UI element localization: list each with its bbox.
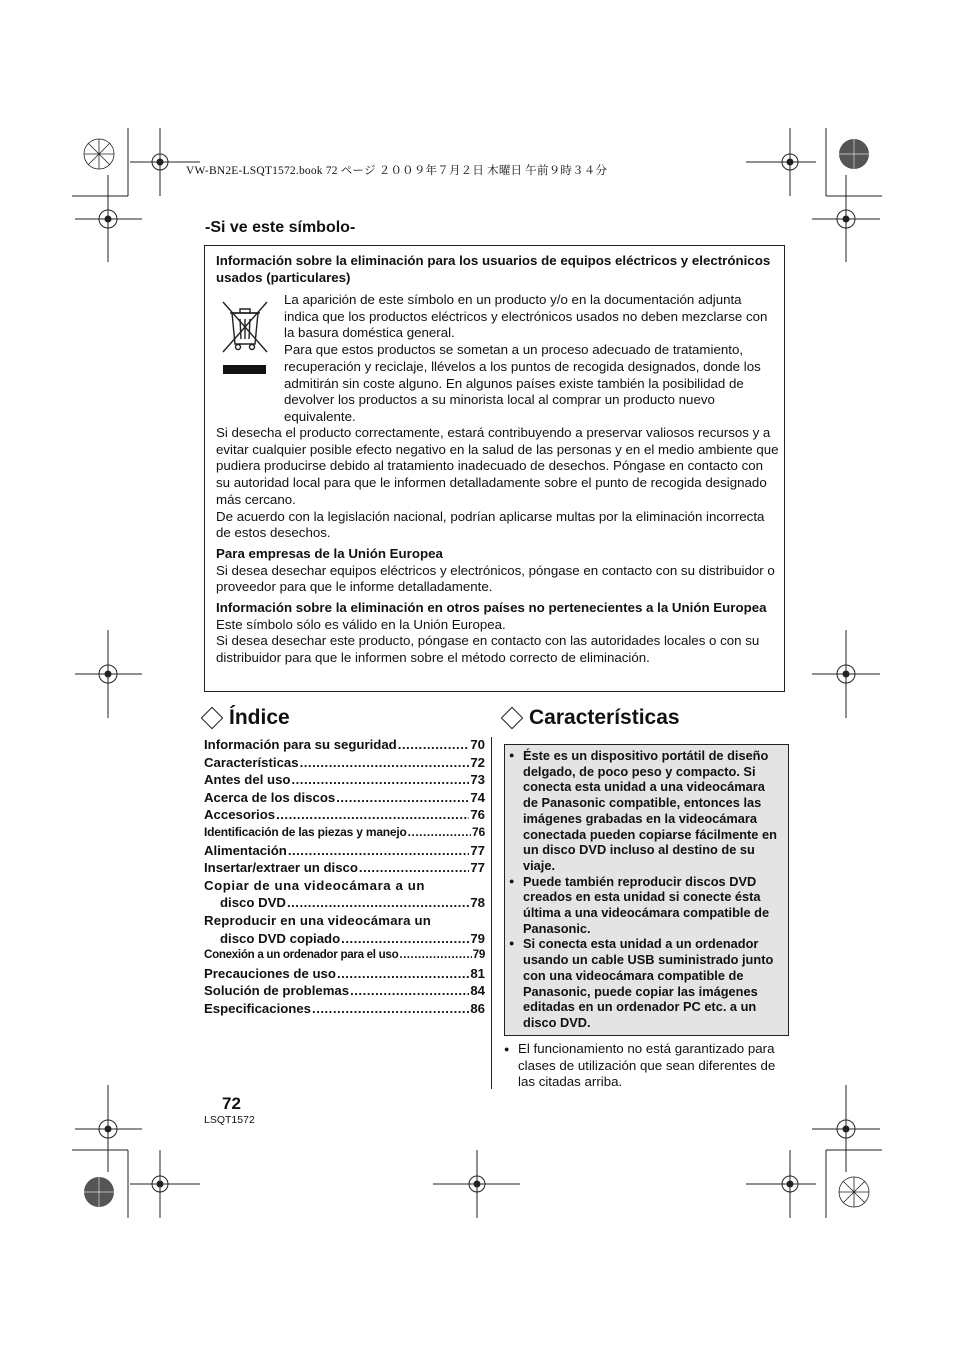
toc-entry[interactable]: Insertar/extraer un disco ..... 77 <box>204 860 485 878</box>
notice-paragraph: La aparición de este símbolo en un producto y/o en la documentación adjunta indica que los productos eléctricos y electrónicos usados no deben mezclarse con la basura doméstica general. <box>284 292 768 341</box>
toc-entry[interactable]: Características ..... 72 <box>204 755 485 773</box>
features-title: Características <box>529 706 680 729</box>
toc-entry[interactable]: Conexión a un ordenador para el uso ..... 79 <box>204 948 485 966</box>
document-code: LSQT1572 <box>204 1114 255 1126</box>
crossed-out-wheelie-bin-icon <box>221 300 269 375</box>
diamond-icon <box>501 707 524 730</box>
print-header: VW-BN2E-LSQT1572.book 72 ページ ２００９年７月２日 木曜日 午前９時３４分 <box>186 165 608 177</box>
toc-entry[interactable]: Especificaciones ..... 86 <box>204 1001 485 1019</box>
bullet-icon: ● <box>504 1044 510 1054</box>
toc-entry[interactable]: Copiar de una videocámara a un disco DVD ..... 78 <box>204 878 485 913</box>
feature-item: ● Éste es un dispositivo portátil de diseño delgado, de poco peso y compacto. Si conecta esta unidad a una videocámara de Panasonic compatible, entonces las imágenes grabadas en la videocámara conectada pueden copiarse fácilmente en un disco DVD incluso al destino de su viaje. <box>509 748 782 874</box>
toc-entry[interactable]: Accesorios ..... 76 <box>204 807 485 825</box>
feature-item: ● Si conecta esta unidad a un ordenador usando un cable USB suministrado junto con una videocámara compatible de Panasonic, puede copiar las imágenes editadas en un ordenador PC etc. a un disco DVD. <box>509 936 782 1030</box>
column-divider <box>491 737 492 1089</box>
notice-paragraph: De acuerdo con la legislación nacional, podrían aplicarse multas por la eliminación incorrecta de estos desechos. <box>216 508 765 541</box>
toc-entry[interactable]: Precauciones de uso ..... 81 <box>204 966 485 984</box>
non-eu-text: Este símbolo sólo es válido en la Unión Europea. <box>216 616 506 632</box>
feature-item: ● Puede también reproducir discos DVD creados en esta unidad si conecte ésta última a una videocámara compatible de Panasonic. <box>509 874 782 937</box>
toc-entry[interactable]: Antes del uso ..... 73 <box>204 772 485 790</box>
features-box <box>504 744 789 1036</box>
disposal-notice-box <box>204 245 785 692</box>
toc-entry[interactable]: Acerca de los discos ..... 74 <box>204 790 485 808</box>
toc-entry[interactable]: Identificación de las piezas y manejo ..... 76 <box>204 825 485 843</box>
eu-business-heading: Para empresas de la Unión Europea <box>216 545 443 561</box>
page-number: 72 <box>222 1094 241 1113</box>
toc-entry[interactable]: Reproducir en una videocámara un disco DVD copiado ..... 79 <box>204 913 485 948</box>
non-eu-text: Si desea desechar este producto, póngase en contacto con las autoridades locales o con su distribuidor para que le informen sobre el método correcto de eliminación. <box>216 633 760 666</box>
table-of-contents <box>204 737 485 1019</box>
index-heading <box>200 706 290 730</box>
toc-entry[interactable]: Información para su seguridad ..... 70 <box>204 737 485 755</box>
index-title: Índice <box>229 706 290 729</box>
toc-entry[interactable]: Alimentación ..... 77 <box>204 843 485 861</box>
symbol-section-heading: -Si ve este símbolo- <box>205 219 356 236</box>
notice-paragraph: Si desecha el producto correctamente, estará contribuyendo a preservar valiosos recursos y a evitar cualquier posible efecto negativo en la salud de las personas y en el medio ambiente que pudiera producirse debido al tratamiento inadecuado de desechos. Póngase en contacto con su autoridad local para que le informen detalladamente sobre el punto de recogida designado más cercano. <box>216 425 779 507</box>
features-note: ● El funcionamiento no está garantizado para clases de utilización que sean diferentes de las citadas arriba. <box>504 1041 776 1090</box>
features-heading <box>500 706 680 730</box>
diamond-icon <box>201 707 224 730</box>
notice-title: Información sobre la eliminación para los usuarios de equipos eléctricos y electrónicos usados (particulares) <box>216 253 771 285</box>
toc-entry[interactable]: Solución de problemas ..... 84 <box>204 983 485 1001</box>
eu-business-text: Si desea desechar equipos eléctricos y electrónicos, póngase en contacto con su distribuidor o proveedor para que le informe detalladamente. <box>216 562 775 595</box>
notice-paragraph: Para que estos productos se sometan a un proceso adecuado de tratamiento, recuperación y reciclaje, llévelos a los puntos de recogida designados, donde los admitirán sin coste alguno. En algunos países existe también la posibilidad de devolver los productos a su minorista local al comprar un producto nuevo equivalente. <box>284 342 761 424</box>
non-eu-heading: Información sobre la eliminación en otros países no pertenecientes a la Unión Europea <box>216 600 767 616</box>
